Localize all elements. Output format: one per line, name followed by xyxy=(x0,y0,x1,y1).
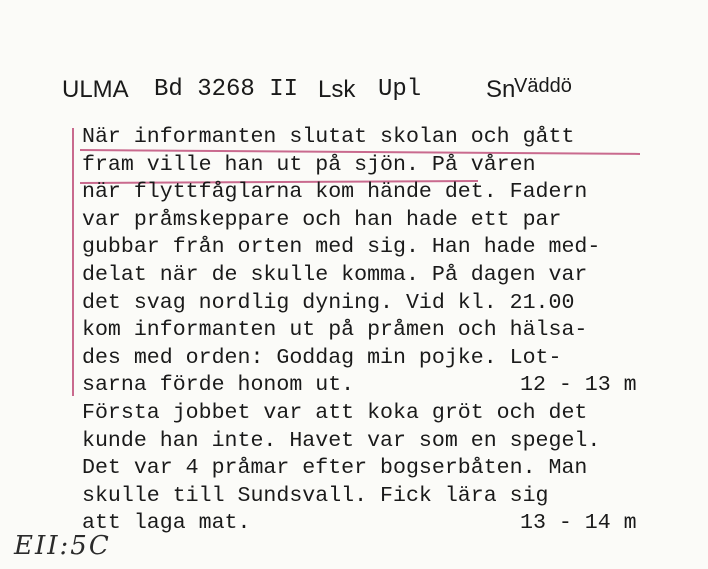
text-line-content: att laga mat. xyxy=(82,511,251,536)
text-line xyxy=(82,372,682,400)
text-line xyxy=(82,207,682,235)
parish-name: Väddö xyxy=(514,75,572,97)
text-line xyxy=(82,317,682,345)
parish-prefix: Sn xyxy=(486,76,516,103)
text-line-content: Första jobbet var att koka gröt och det xyxy=(82,400,588,425)
county-name: Upl xyxy=(378,76,422,103)
text-line xyxy=(82,234,682,262)
text-line-content: des med orden: Goddag min pojke. Lot- xyxy=(82,345,562,370)
text-line xyxy=(82,400,682,428)
margin-marker xyxy=(72,128,74,396)
card-header xyxy=(62,76,662,108)
archive-name: ULMA xyxy=(62,76,129,103)
text-line xyxy=(82,345,682,373)
text-line xyxy=(82,428,682,456)
text-line xyxy=(82,179,682,207)
text-line xyxy=(82,510,682,538)
text-line-content: delat när de skulle komma. På dagen var xyxy=(82,262,588,287)
text-line-content: fram ville han ut på sjön. På våren xyxy=(82,152,536,177)
text-line-content: Det var 4 pråmar efter bogserbåten. Man xyxy=(82,456,588,481)
text-line-content: kunde han inte. Havet var som en spegel. xyxy=(82,428,601,453)
handwritten-signum: EII:5C xyxy=(14,531,111,561)
text-line xyxy=(82,290,682,318)
typed-text-body xyxy=(82,124,682,538)
text-line-content: sarna förde honom ut. xyxy=(82,373,355,398)
text-line-content: När informanten slutat skolan och gått xyxy=(82,125,575,149)
text-line xyxy=(82,124,682,152)
depth-range: 12 - 13 m xyxy=(520,373,637,398)
text-line-content: skulle till Sundsvall. Fick lära sig xyxy=(82,483,549,508)
text-line-content: var pråmskeppare och han hade ett par xyxy=(82,207,562,232)
depth-range: 13 - 14 m xyxy=(520,511,637,536)
text-line-content: gubbar från orten med sig. Han hade med- xyxy=(82,235,601,260)
text-line xyxy=(82,262,682,290)
text-line-content: det svag nordlig dyning. Vid kl. 21.00 xyxy=(82,290,575,315)
text-line-content: när flyttfåglarna kom hände det. Fadern xyxy=(82,180,588,205)
county-code: Lsk xyxy=(318,76,356,103)
text-line xyxy=(82,483,682,511)
text-line xyxy=(82,152,682,180)
volume-number: Bd 3268 II xyxy=(154,76,299,103)
text-line xyxy=(82,455,682,483)
text-line-content: kom informanten ut på pråmen och hälsa- xyxy=(82,318,588,343)
